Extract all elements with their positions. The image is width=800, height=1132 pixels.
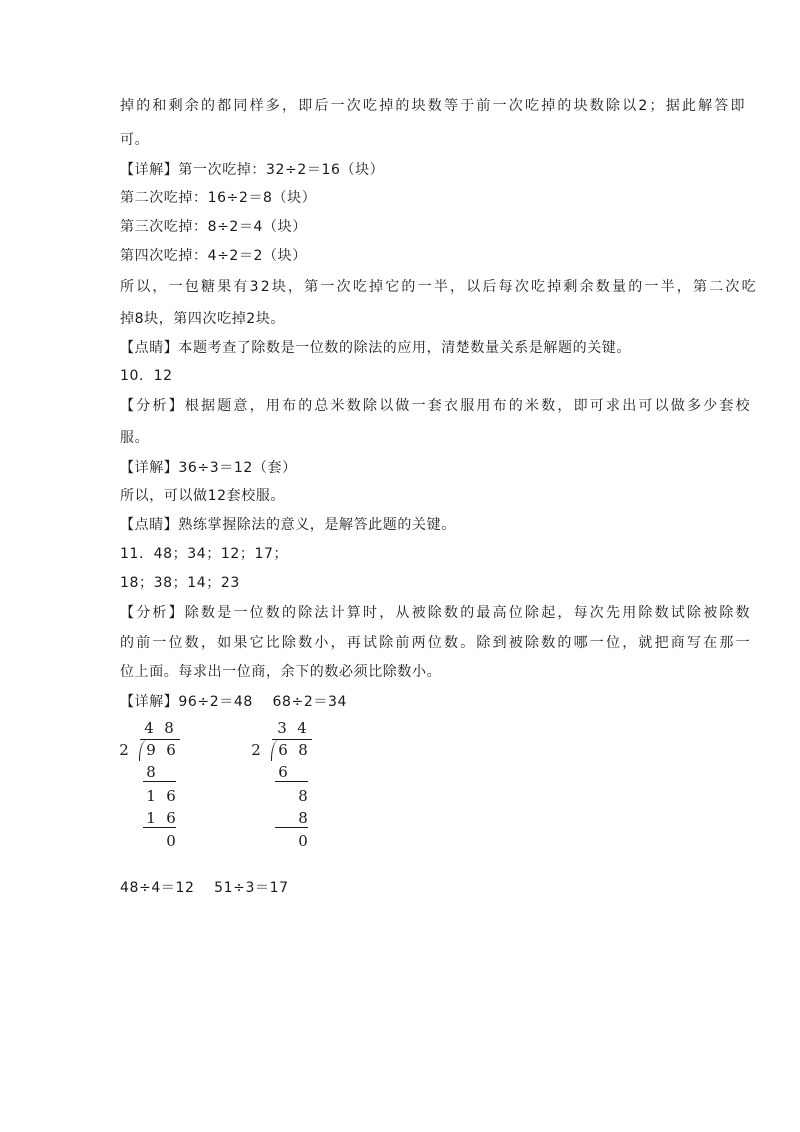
quotient-digit: 8 bbox=[164, 719, 174, 737]
divisor: 2 bbox=[119, 741, 129, 759]
point-line-q10: 【点睛】熟练掌握除法的意义，是解答此题的关键。 bbox=[120, 517, 456, 533]
answer-q11-line-1: 11．48；34；12；17； bbox=[120, 546, 289, 562]
point-line-q9: 【点睛】本题考查了除数是一位数的除法的应用，清楚数量关系是解题的关键。 bbox=[120, 340, 631, 356]
step-digit: 6 bbox=[166, 787, 176, 805]
conclusion-line-2: 掉8块，第四次吃掉2块。 bbox=[120, 311, 286, 327]
detail-q10: 【详解】36÷3＝12（套） bbox=[120, 460, 297, 476]
conclusion-q10: 所以，可以做12套校服。 bbox=[120, 488, 286, 504]
step-digit: 8 bbox=[146, 763, 156, 781]
analysis-q11-line-2: 的前一位数，如果它比除数小，再试除前两位数。除到被除数的哪一位，就把商写在那一 bbox=[120, 635, 752, 651]
divisor: 2 bbox=[251, 741, 261, 759]
step-digit: 0 bbox=[298, 832, 308, 850]
analysis-q11-line-1: 【分析】除数是一位数的除法计算时，从被除数的最高位除起，每次先用除数试除被除数 bbox=[120, 605, 752, 621]
quotient-digit: 4 bbox=[144, 719, 154, 737]
step-digit: 6 bbox=[278, 763, 288, 781]
step-digit: 8 bbox=[298, 809, 308, 827]
dividend-digit: 6 bbox=[278, 741, 288, 759]
analysis-line-1: 【分析】根据题意，用布的总米数除以做一套衣服用布的米数，即可求出可以做多少套校 bbox=[120, 398, 752, 414]
detail-line-2: 第二次吃掉：16÷2＝8（块） bbox=[120, 190, 317, 206]
step-line bbox=[275, 781, 308, 782]
step-line bbox=[143, 781, 176, 782]
text-line-2: 可。 bbox=[120, 132, 150, 148]
quotient-digit: 4 bbox=[297, 719, 307, 737]
detail-line-3: 第三次吃掉：8÷2＝4（块） bbox=[120, 219, 307, 235]
detail-q11: 【详解】96÷2＝48 68÷2＝34 bbox=[120, 694, 347, 710]
analysis-line-2: 服。 bbox=[120, 430, 150, 446]
step-digit: 8 bbox=[298, 787, 308, 805]
step-digit: 6 bbox=[166, 809, 176, 827]
dividend-digit: 9 bbox=[146, 741, 156, 759]
detail-line-4: 第四次吃掉：4÷2＝2（块） bbox=[120, 248, 307, 264]
detail-q11-more: 48÷4＝12 51÷3＝17 bbox=[120, 880, 289, 896]
step-digit: 1 bbox=[146, 787, 156, 805]
step-line bbox=[143, 827, 176, 828]
conclusion-line-1: 所以，一包糖果有32块，第一次吃掉它的一半，以后每次吃掉剩余数量的一半，第二次吃 bbox=[120, 279, 758, 295]
detail-line-1: 【详解】第一次吃掉：32÷2＝16（块） bbox=[120, 162, 385, 178]
dividend-digit: 8 bbox=[298, 741, 308, 759]
analysis-q11-line-3: 位上面。每求出一位商，余下的数必须比除数小。 bbox=[120, 664, 442, 680]
answer-q11-line-2: 18；38；14；23 bbox=[120, 575, 240, 591]
quotient-digit: 3 bbox=[277, 719, 287, 737]
dividend-digit: 6 bbox=[166, 741, 176, 759]
step-digit: 1 bbox=[146, 809, 156, 827]
step-digit: 0 bbox=[166, 832, 176, 850]
answer-q10: 10．12 bbox=[120, 368, 173, 384]
text-line-1: 掉的和剩余的都同样多，即后一次吃掉的块数等于前一次吃掉的块数除以2；据此解答即 bbox=[120, 98, 747, 114]
step-line bbox=[275, 827, 308, 828]
